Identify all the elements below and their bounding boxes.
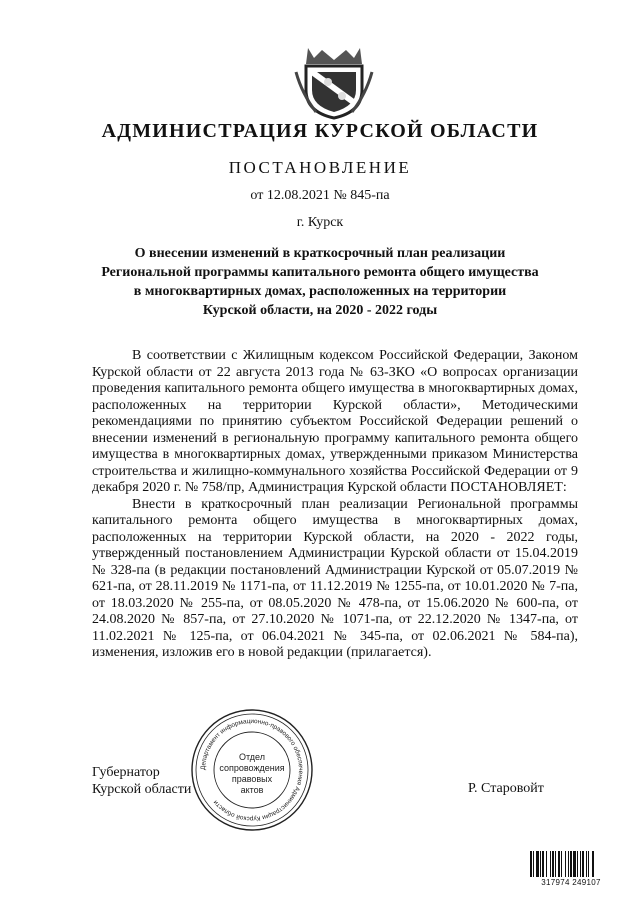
barcode-bar: [546, 851, 547, 877]
position-line: Курской области: [92, 782, 192, 797]
title-line: О внесении изменений в краткосрочный план реализации: [134, 246, 506, 261]
document-title: [90, 244, 550, 320]
signatory-position: [92, 764, 191, 798]
barcode-bar: [542, 851, 544, 877]
barcode-bar: [582, 851, 584, 877]
position-line: Губернатор: [92, 765, 160, 780]
document-type: ПОСТАНОВЛЕНИЕ: [228, 158, 412, 177]
barcode-bar: [580, 851, 581, 877]
title-line: в многоквартирных домах, расположенных на территории: [133, 284, 507, 299]
barcode-bar: [533, 851, 534, 877]
barcode-bar: [555, 851, 556, 877]
barcode-bar: [586, 851, 587, 877]
stamp-ring-text: Департамент информационно-правового обеспечения Администрации Курской области: [199, 717, 305, 823]
document-city: г. Курск: [296, 215, 344, 230]
stamp-label-line: правовых: [231, 774, 273, 784]
barcode-bar: [558, 851, 560, 877]
barcode-bar: [536, 851, 539, 877]
barcode-bar: [568, 851, 569, 877]
barcode-bar: [552, 851, 554, 877]
barcode-bar: [573, 851, 576, 877]
title-line: Курской области, на 2020 - 2022 годы: [202, 303, 438, 318]
stamp-label: [214, 752, 290, 796]
barcode-bar: [550, 851, 551, 877]
stamp-label-line: актов: [240, 785, 264, 795]
signatory-name: Р. Старовойт: [468, 781, 544, 796]
barcode: [530, 851, 612, 877]
agency-title: АДМИНИСТРАЦИЯ КУРСКОЙ ОБЛАСТИ: [101, 120, 539, 142]
stamp-label-line: Отдел: [238, 752, 266, 762]
document-body: [92, 348, 578, 662]
coat-of-arms-emblem: [292, 42, 376, 120]
barcode-bar: [565, 851, 566, 877]
barcode-bar: [570, 851, 572, 877]
barcode-bar: [540, 851, 541, 877]
barcode-bar: [561, 851, 562, 877]
body-paragraph: Внести в краткосрочный план реализации Региональной программы капитального ремонта общего имущества в многоквартирных домах, расположенных на территории Курской области, на 2020 - 2022 годы, утвержденный постановлением Администрации Курской области от 15.04.2019 № 328-па (в редакции постановлений Администрации Курской от 05.07.2019 № 621-па, от 28.11.2019 № 1171-па, от 11.12.2019 № 1255-па, от 10.01.2020 № 7-па, от 18.03.2020 № 255-па, от 08.05.2020 № 478-па, от 15.06.2020 № 600-па, от 24.08.2020 № 857-па, от 27.10.2020 № 1071-па, от 22.12.2020 № 1347-па, от 11.02.2021 № 125-па, от 06.04.2021 № 345-па, от 02.06.2021 № 584-па), изменения, изложив его в новой редакции (прилагается).: [92, 496, 578, 660]
barcode-bar: [588, 851, 589, 877]
title-line: Региональной программы капитального ремонта общего имущества: [101, 265, 539, 280]
barcode-number: 317974 249107: [541, 878, 601, 887]
stamp-label-line: сопровождения: [219, 763, 285, 773]
document-date-number: от 12.08.2021 № 845-па: [250, 188, 390, 203]
body-paragraph: В соответствии с Жилищным кодексом Российской Федерации, Законом Курской области от 22 августа 2013 года № 63-ЗКО «О вопросах организации проведения капитального ремонта общего имущества в многоквартирных домах, расположенных на территории Курской области», Методическими рекомендациями по принятию субъектом Российской Федерации решений о внесении изменений в региональную программу капитального ремонта общего имущества в многоквартирных домах, утвержденными приказом Министерства строительства и жилищно-коммунального хозяйства Российской Федерации от 9 декабря 2020 г. № 758/пр, Администрация Курской области ПОСТАНОВЛЯЕТ:: [92, 348, 578, 495]
barcode-bar: [530, 851, 532, 877]
barcode-bar: [577, 851, 578, 877]
barcode-bar: [592, 851, 594, 877]
